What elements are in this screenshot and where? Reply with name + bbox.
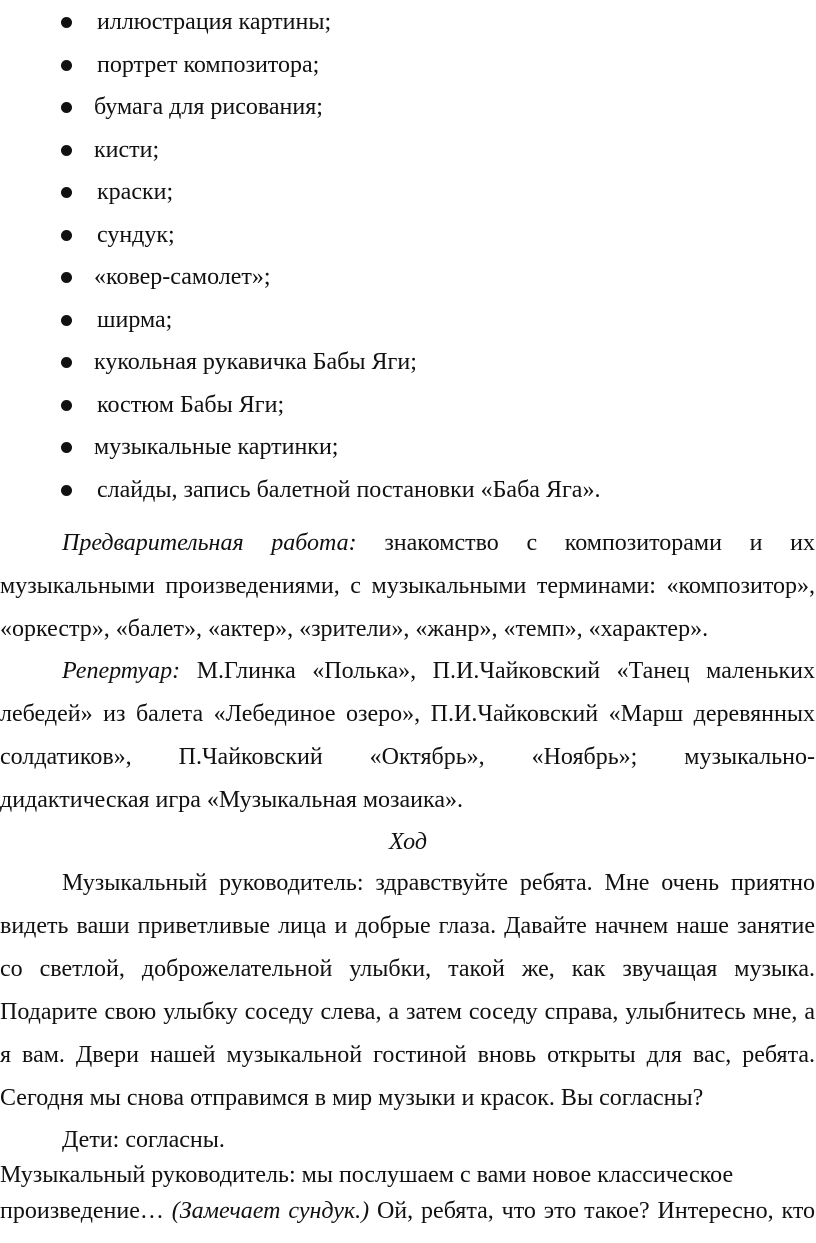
text-line: лебедей» из балета «Лебединое озеро», П.И.Чайковский «Марш деревянных <box>0 701 815 727</box>
bullet-icon <box>61 60 72 71</box>
list-item <box>0 132 816 175</box>
text-line: Сегодня мы снова отправимся в мир музыки и красок. Вы согласны? <box>0 1085 704 1111</box>
list-item-label: «ковер-самолет»; <box>94 264 271 290</box>
text-line: солдатиков», П.Чайковский «Октябрь», «Ноябрь»; музыкально- <box>0 744 815 770</box>
list-item <box>0 302 816 345</box>
bullet-icon <box>61 145 72 156</box>
text-line: музыкальными произведениями, с музыкальными терминами: «композитор», <box>0 573 815 599</box>
list-item-label: музыкальные картинки; <box>94 434 339 460</box>
bullet-icon <box>61 17 72 28</box>
text-line: видеть ваши приветливые лица и добрые глаза. Давайте начнем наше занятие <box>0 913 815 939</box>
list-item-label: бумага для рисования; <box>94 94 323 120</box>
list-item <box>0 259 816 302</box>
text-line: Музыкальный руководитель: здравствуйте ребята. Мне очень приятно <box>62 870 815 896</box>
list-item-label: кукольная рукавичка Бабы Яги; <box>94 349 417 375</box>
bullet-icon <box>61 272 72 283</box>
text-segment: произведение… <box>0 1198 164 1224</box>
list-item-label: портрет композитора; <box>97 51 320 78</box>
list-item <box>0 217 816 260</box>
bullet-icon <box>61 315 72 326</box>
list-item-label: иллюстрация картины; <box>97 9 332 35</box>
bullet-icon <box>61 357 72 368</box>
text-segment: Ой, ребята, что это такое? Интересно, кто <box>376 1198 815 1224</box>
bullet-icon <box>61 187 72 198</box>
text-line: «оркестр», «балет», «актер», «зрители», «жанр», «темп», «характер». <box>0 616 709 642</box>
list-item-label: костюм Бабы Яги; <box>97 391 285 418</box>
text-line: я вам. Двери нашей музыкальной гостиной вновь открыты для вас, ребята. <box>0 1042 815 1068</box>
section-heading: Ход <box>388 829 427 855</box>
text-line: М.Глинка «Полька», П.И.Чайковский «Танец маленьких <box>196 658 815 684</box>
text-line: со светлой, доброжелательной улыбки, такой же, как звучащая музыка. <box>0 956 815 982</box>
list-item-label: ширма; <box>97 306 173 333</box>
list-item <box>0 47 816 90</box>
list-item-label: краски; <box>97 179 174 205</box>
list-item <box>0 472 816 515</box>
text-line: Музыкальный руководитель: мы послушаем с вами новое классическое <box>0 1162 734 1188</box>
list-item-label: кисти; <box>94 136 160 163</box>
list-item <box>0 344 816 387</box>
text-line: Дети: согласны. <box>62 1127 225 1153</box>
bullet-icon <box>61 230 72 241</box>
text-line: дидактическая игра «Музыкальная мозаика». <box>0 787 463 813</box>
bullet-icon <box>61 102 72 113</box>
list-item <box>0 89 816 132</box>
bullet-icon <box>61 442 72 453</box>
bullet-icon <box>61 400 72 411</box>
list-item-label: слайды, запись балетной постановки «Баба Яга». <box>97 476 601 503</box>
text-line: Подарите свою улыбку соседу слева, а затем соседу справа, улыбнитесь мне, а <box>0 999 815 1025</box>
preliminary-work-label: Предварительная работа: <box>62 530 357 556</box>
list-item-label: сундук; <box>97 221 175 248</box>
stage-direction: (Замечает сундук.) <box>171 1198 370 1224</box>
repertoire-label: Репертуар: <box>62 658 181 684</box>
list-item <box>0 4 816 47</box>
list-item <box>0 429 816 472</box>
list-item <box>0 174 816 217</box>
list-item <box>0 387 816 430</box>
bullet-icon <box>61 485 72 496</box>
text-line: знакомство с композиторами и их <box>384 530 815 556</box>
